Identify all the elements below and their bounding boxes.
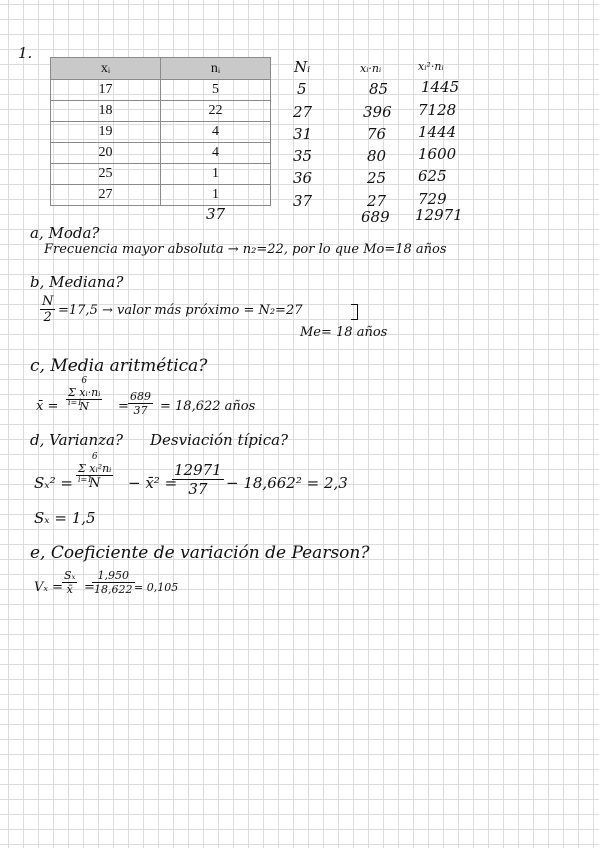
frequency-table	[50, 57, 271, 206]
section-b-result: Me= 18 años	[300, 325, 388, 340]
xini-value: 85	[369, 80, 389, 98]
header-ni: nᵢ	[161, 58, 271, 80]
Ni-value: 27	[293, 103, 313, 121]
cell-ni: 1	[161, 185, 271, 206]
Ni-value: 37	[293, 192, 313, 210]
header-Ni: Nᵢ	[294, 58, 311, 76]
mean-result: = 18,622 años	[160, 399, 256, 414]
mean-fraction	[128, 390, 153, 417]
section-e-title: e, Coeficiente de variación de Pearson?	[30, 543, 370, 563]
exercise-number: 1.	[18, 44, 33, 62]
Ni-value: 31	[293, 125, 313, 143]
cell-ni: 4	[161, 143, 271, 164]
xini-value: 80	[367, 147, 387, 165]
xi2ni-value: 1444	[418, 123, 457, 141]
xi2ni-total: 12971	[415, 206, 463, 224]
header-xi2ni: xᵢ²·nᵢ	[418, 60, 444, 73]
cell-xi: 19	[51, 122, 161, 143]
Ni-value: 5	[297, 80, 307, 98]
variance-result: − 18,662² = 2,3	[226, 474, 348, 492]
fraction-bottom: 37	[133, 404, 148, 417]
bracket-icon	[351, 304, 358, 320]
fraction-top: Sₓ	[64, 569, 76, 582]
fraction-bottom: 2	[43, 310, 52, 325]
cv-fraction-2	[92, 569, 135, 596]
fraction-bottom: 37	[188, 480, 208, 498]
table-row	[51, 101, 271, 122]
sum-upper-limit: 6	[81, 376, 88, 386]
table-row	[51, 164, 271, 185]
cell-ni: 1	[161, 164, 271, 185]
equals: =	[118, 399, 129, 414]
equals: =	[84, 580, 95, 595]
table-row	[51, 185, 271, 206]
table-row	[51, 80, 271, 101]
sum-expression: Σ xᵢ²nᵢ	[78, 462, 112, 475]
section-a-line: Frecuencia mayor absoluta → n₂=22, por lo que Mo=18 años	[44, 242, 447, 257]
sum-lower-limit: i=1	[78, 475, 93, 484]
Ni-value: 35	[293, 147, 313, 165]
section-d-title: d, Varianza?	[30, 431, 123, 449]
table-header-row	[51, 58, 271, 80]
xini-value: 396	[363, 103, 392, 121]
variance-mid: − x̄² =	[128, 474, 178, 492]
xini-value: 25	[367, 169, 387, 187]
ni-total: 37	[206, 205, 226, 223]
xini-total: 689	[361, 208, 390, 226]
fraction-top: N	[42, 294, 54, 309]
section-a-title: a, Moda?	[30, 224, 100, 242]
cv-result: = 0,105	[134, 581, 179, 594]
sum-upper-limit: 6	[91, 452, 98, 462]
cell-ni: 22	[161, 101, 271, 122]
section-b-line: =17,5 → valor más próximo = N₂=27	[58, 303, 303, 318]
sum-denominator: N	[89, 476, 101, 491]
xini-value: 76	[367, 125, 387, 143]
sum-expression: Σ xᵢ·nᵢ	[68, 386, 101, 399]
sum-fraction	[66, 376, 102, 413]
header-xini: xᵢ·nᵢ	[360, 62, 382, 75]
fraction-top: 1,950	[92, 569, 135, 583]
fraction-bottom: 18,622	[94, 583, 133, 596]
cv-fraction-1	[62, 569, 77, 596]
fraction-bottom: x̄	[66, 583, 73, 596]
fraction-top: 689	[130, 390, 151, 403]
cell-xi: 20	[51, 143, 161, 164]
fraction-top: 12971	[174, 461, 222, 479]
variance-sum-fraction	[76, 452, 113, 491]
xini-value: 27	[367, 192, 387, 210]
header-xi: xᵢ	[51, 58, 161, 80]
std-dev-result: Sₓ = 1,5	[34, 509, 96, 527]
xi2ni-value: 7128	[418, 101, 457, 119]
cv-symbol: Vₓ =	[34, 580, 64, 595]
variance-symbol: Sₓ² =	[34, 474, 73, 492]
cell-xi: 17	[51, 80, 161, 101]
sum-lower-limit: i=1	[68, 398, 83, 407]
fraction-N-over-2	[40, 294, 55, 325]
section-d-title2: Desviación típica?	[150, 431, 289, 449]
section-b-title: b, Mediana?	[30, 273, 124, 291]
cell-xi: 27	[51, 185, 161, 206]
cell-xi: 25	[51, 164, 161, 185]
mean-symbol: x̄ =	[36, 399, 59, 414]
section-c-title: c, Media aritmética?	[30, 356, 208, 376]
cell-xi: 18	[51, 101, 161, 122]
sum-denominator: N	[79, 400, 90, 413]
Ni-value: 36	[293, 169, 313, 187]
cell-ni: 4	[161, 122, 271, 143]
xi2ni-value: 625	[418, 167, 447, 185]
variance-fraction	[172, 461, 224, 498]
xi2ni-value: 1600	[418, 145, 457, 163]
xi2ni-value: 1445	[421, 78, 460, 96]
xi2ni-value: 729	[418, 190, 447, 208]
cell-ni: 5	[161, 80, 271, 101]
table-row	[51, 122, 271, 143]
table-row	[51, 143, 271, 164]
